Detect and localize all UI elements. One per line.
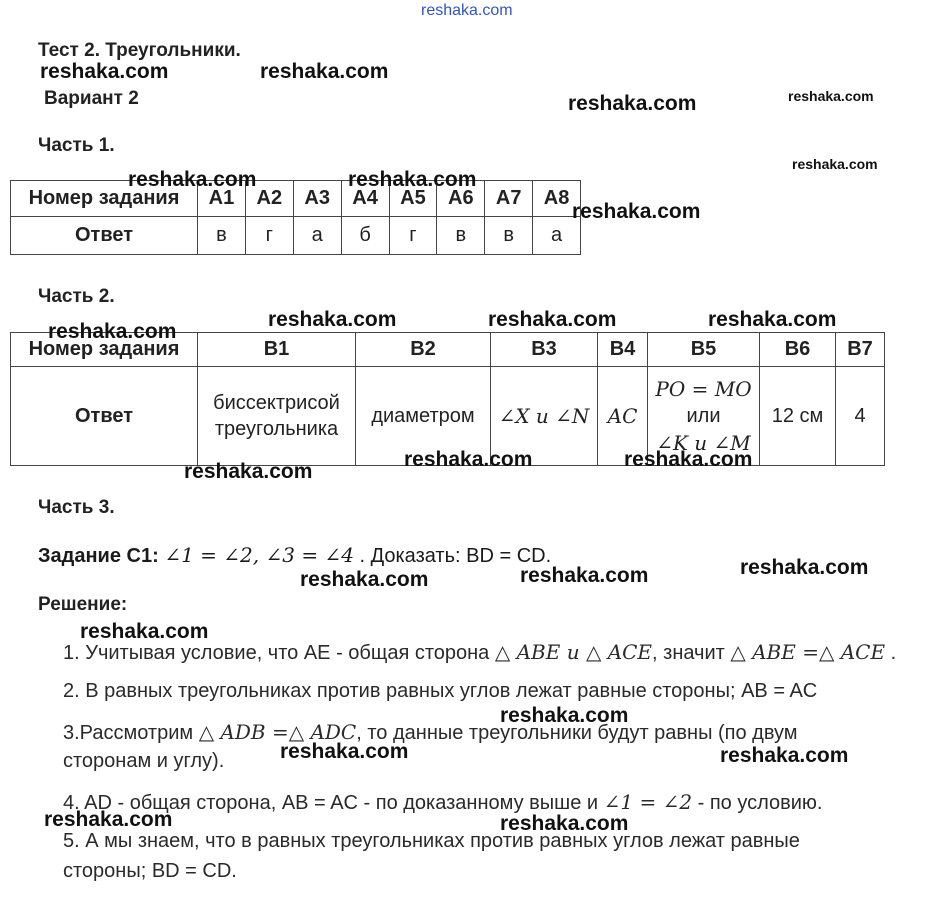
part2-task-b2: В2 bbox=[356, 333, 491, 367]
watermark: reshaka.com bbox=[520, 564, 649, 587]
part2-answer-b7: 4 bbox=[836, 367, 885, 466]
part1-task-a7: А7 bbox=[485, 181, 533, 217]
watermark: reshaka.com bbox=[128, 168, 257, 191]
part1-heading: Часть 1. bbox=[38, 135, 115, 156]
step1-text: 1. Учитывая условие, что AE - общая сторона bbox=[63, 642, 495, 664]
b5-line3: ∠K и ∠M bbox=[656, 430, 751, 455]
part1-answer-a4: б bbox=[341, 217, 389, 255]
part1-task-row bbox=[11, 181, 581, 217]
solution-step-5: 5. А мы знаем, что в равных треугольниках против равных углов лежат равные bbox=[63, 830, 800, 852]
solution-step-3-line2: сторонам и углу). bbox=[63, 750, 225, 772]
part2-answer-b3: ∠X и ∠N bbox=[491, 367, 598, 466]
watermark: reshaka.com bbox=[348, 168, 477, 191]
watermark: reshaka.com bbox=[624, 448, 753, 471]
task-c1-goal: . Доказать: BD = CD. bbox=[359, 545, 552, 567]
part3-heading: Часть 3. bbox=[38, 497, 115, 518]
b1-line2: треугольника bbox=[214, 418, 339, 440]
watermark: reshaka.com bbox=[280, 740, 409, 763]
part1-table bbox=[10, 180, 581, 255]
part1-answer-a6: в bbox=[437, 217, 485, 255]
part2-row-label: Номер задания bbox=[11, 333, 198, 367]
step4-text-2: - по условию. bbox=[692, 792, 823, 814]
part1-answer-row bbox=[11, 217, 581, 255]
watermark: reshaka.com bbox=[572, 200, 701, 223]
solution-step-3 bbox=[63, 720, 798, 745]
part2-task-b4: В4 bbox=[598, 333, 648, 367]
part1-answer-a2: г bbox=[245, 217, 293, 255]
solution-step-4 bbox=[63, 790, 823, 815]
step4-math: ∠1 = ∠2 bbox=[603, 790, 693, 814]
part1-task-a6: А6 bbox=[437, 181, 485, 217]
watermark: reshaka.com bbox=[708, 308, 837, 331]
part1-task-a4: А4 bbox=[341, 181, 389, 217]
watermark: reshaka.com bbox=[260, 60, 389, 83]
solution-heading: Решение: bbox=[38, 594, 128, 615]
part2-answer-b4: AC bbox=[598, 367, 648, 466]
watermark: reshaka.com bbox=[792, 156, 878, 172]
task-c1-condition: ∠1 = ∠2, ∠3 = ∠4 bbox=[164, 543, 354, 567]
step1-text-2: , значит bbox=[652, 642, 731, 664]
part1-task-a3: А3 bbox=[293, 181, 341, 217]
part1-row-label: Номер задания bbox=[11, 181, 198, 217]
b5-line2: или bbox=[686, 404, 721, 427]
part1-task-a5: А5 bbox=[389, 181, 437, 217]
b5-line1: PO = MO bbox=[655, 376, 752, 401]
watermark: reshaka.com bbox=[500, 704, 629, 727]
part2-task-b5: В5 bbox=[648, 333, 760, 367]
solution-step-5-line2: стороны; BD = CD. bbox=[63, 860, 237, 882]
watermark: reshaka.com bbox=[40, 60, 169, 83]
watermark: reshaka.com bbox=[488, 308, 617, 331]
solution-step-2: 2. В равных треугольниках против равных углов лежат равные стороны; AB = AC bbox=[63, 680, 818, 702]
part1-answer-a7: в bbox=[485, 217, 533, 255]
watermark: reshaka.com bbox=[300, 568, 429, 591]
step1-math-1: △ ABE и △ ACE bbox=[494, 640, 653, 664]
part2-answer-b2: диаметром bbox=[356, 367, 491, 466]
task-c1 bbox=[38, 543, 551, 568]
site-header-link[interactable]: reshaka.com bbox=[421, 2, 513, 19]
part1-task-a1: А1 bbox=[198, 181, 246, 217]
part1-task-a2: А2 bbox=[245, 181, 293, 217]
watermark: reshaka.com bbox=[568, 92, 697, 115]
part2-table bbox=[10, 332, 885, 466]
step4-text: 4. AD - общая сторона, AB = AC - по доказанному выше и bbox=[63, 792, 604, 814]
watermark: reshaka.com bbox=[788, 88, 874, 104]
part1-task-a8: А8 bbox=[533, 181, 581, 217]
part2-heading: Часть 2. bbox=[38, 286, 115, 307]
task-c1-label: Задание С1: bbox=[38, 545, 159, 567]
part2-task-b3: В3 bbox=[491, 333, 598, 367]
part2-task-b1: В1 bbox=[198, 333, 356, 367]
watermark: reshaka.com bbox=[740, 556, 869, 579]
part2-answer-b1 bbox=[198, 367, 356, 466]
watermark: reshaka.com bbox=[48, 320, 177, 343]
part2-task-b6: В6 bbox=[760, 333, 836, 367]
part1-answer-label: Ответ bbox=[11, 217, 198, 255]
variant-label: Вариант 2 bbox=[44, 88, 139, 109]
watermark: reshaka.com bbox=[720, 744, 849, 767]
part2-answer-b6: 12 см bbox=[760, 367, 836, 466]
step1-math-2: △ ABE =△ ACE bbox=[730, 640, 886, 664]
watermark: reshaka.com bbox=[184, 460, 313, 483]
part1-answer-a5: г bbox=[389, 217, 437, 255]
step3-text-2: , то данные треугольники будут равны (по двум bbox=[356, 722, 798, 744]
part1-answer-a3: а bbox=[293, 217, 341, 255]
watermark: reshaka.com bbox=[44, 808, 173, 831]
step1-end: . bbox=[885, 642, 897, 664]
watermark: reshaka.com bbox=[404, 448, 533, 471]
page-title: Тест 2. Треугольники. bbox=[38, 40, 241, 61]
step3-text: 3.Рассмотрим bbox=[63, 722, 199, 744]
part1-answer-a8: а bbox=[533, 217, 581, 255]
watermark: reshaka.com bbox=[268, 308, 397, 331]
watermark: reshaka.com bbox=[80, 620, 209, 643]
step3-math: △ ADB =△ ADC bbox=[198, 720, 357, 744]
part2-answer-label: Ответ bbox=[11, 367, 198, 466]
part1-answer-a1: в bbox=[198, 217, 246, 255]
part2-task-b7: В7 bbox=[836, 333, 885, 367]
watermark: reshaka.com bbox=[500, 812, 629, 835]
b1-line1: биссектрисой bbox=[213, 392, 340, 414]
